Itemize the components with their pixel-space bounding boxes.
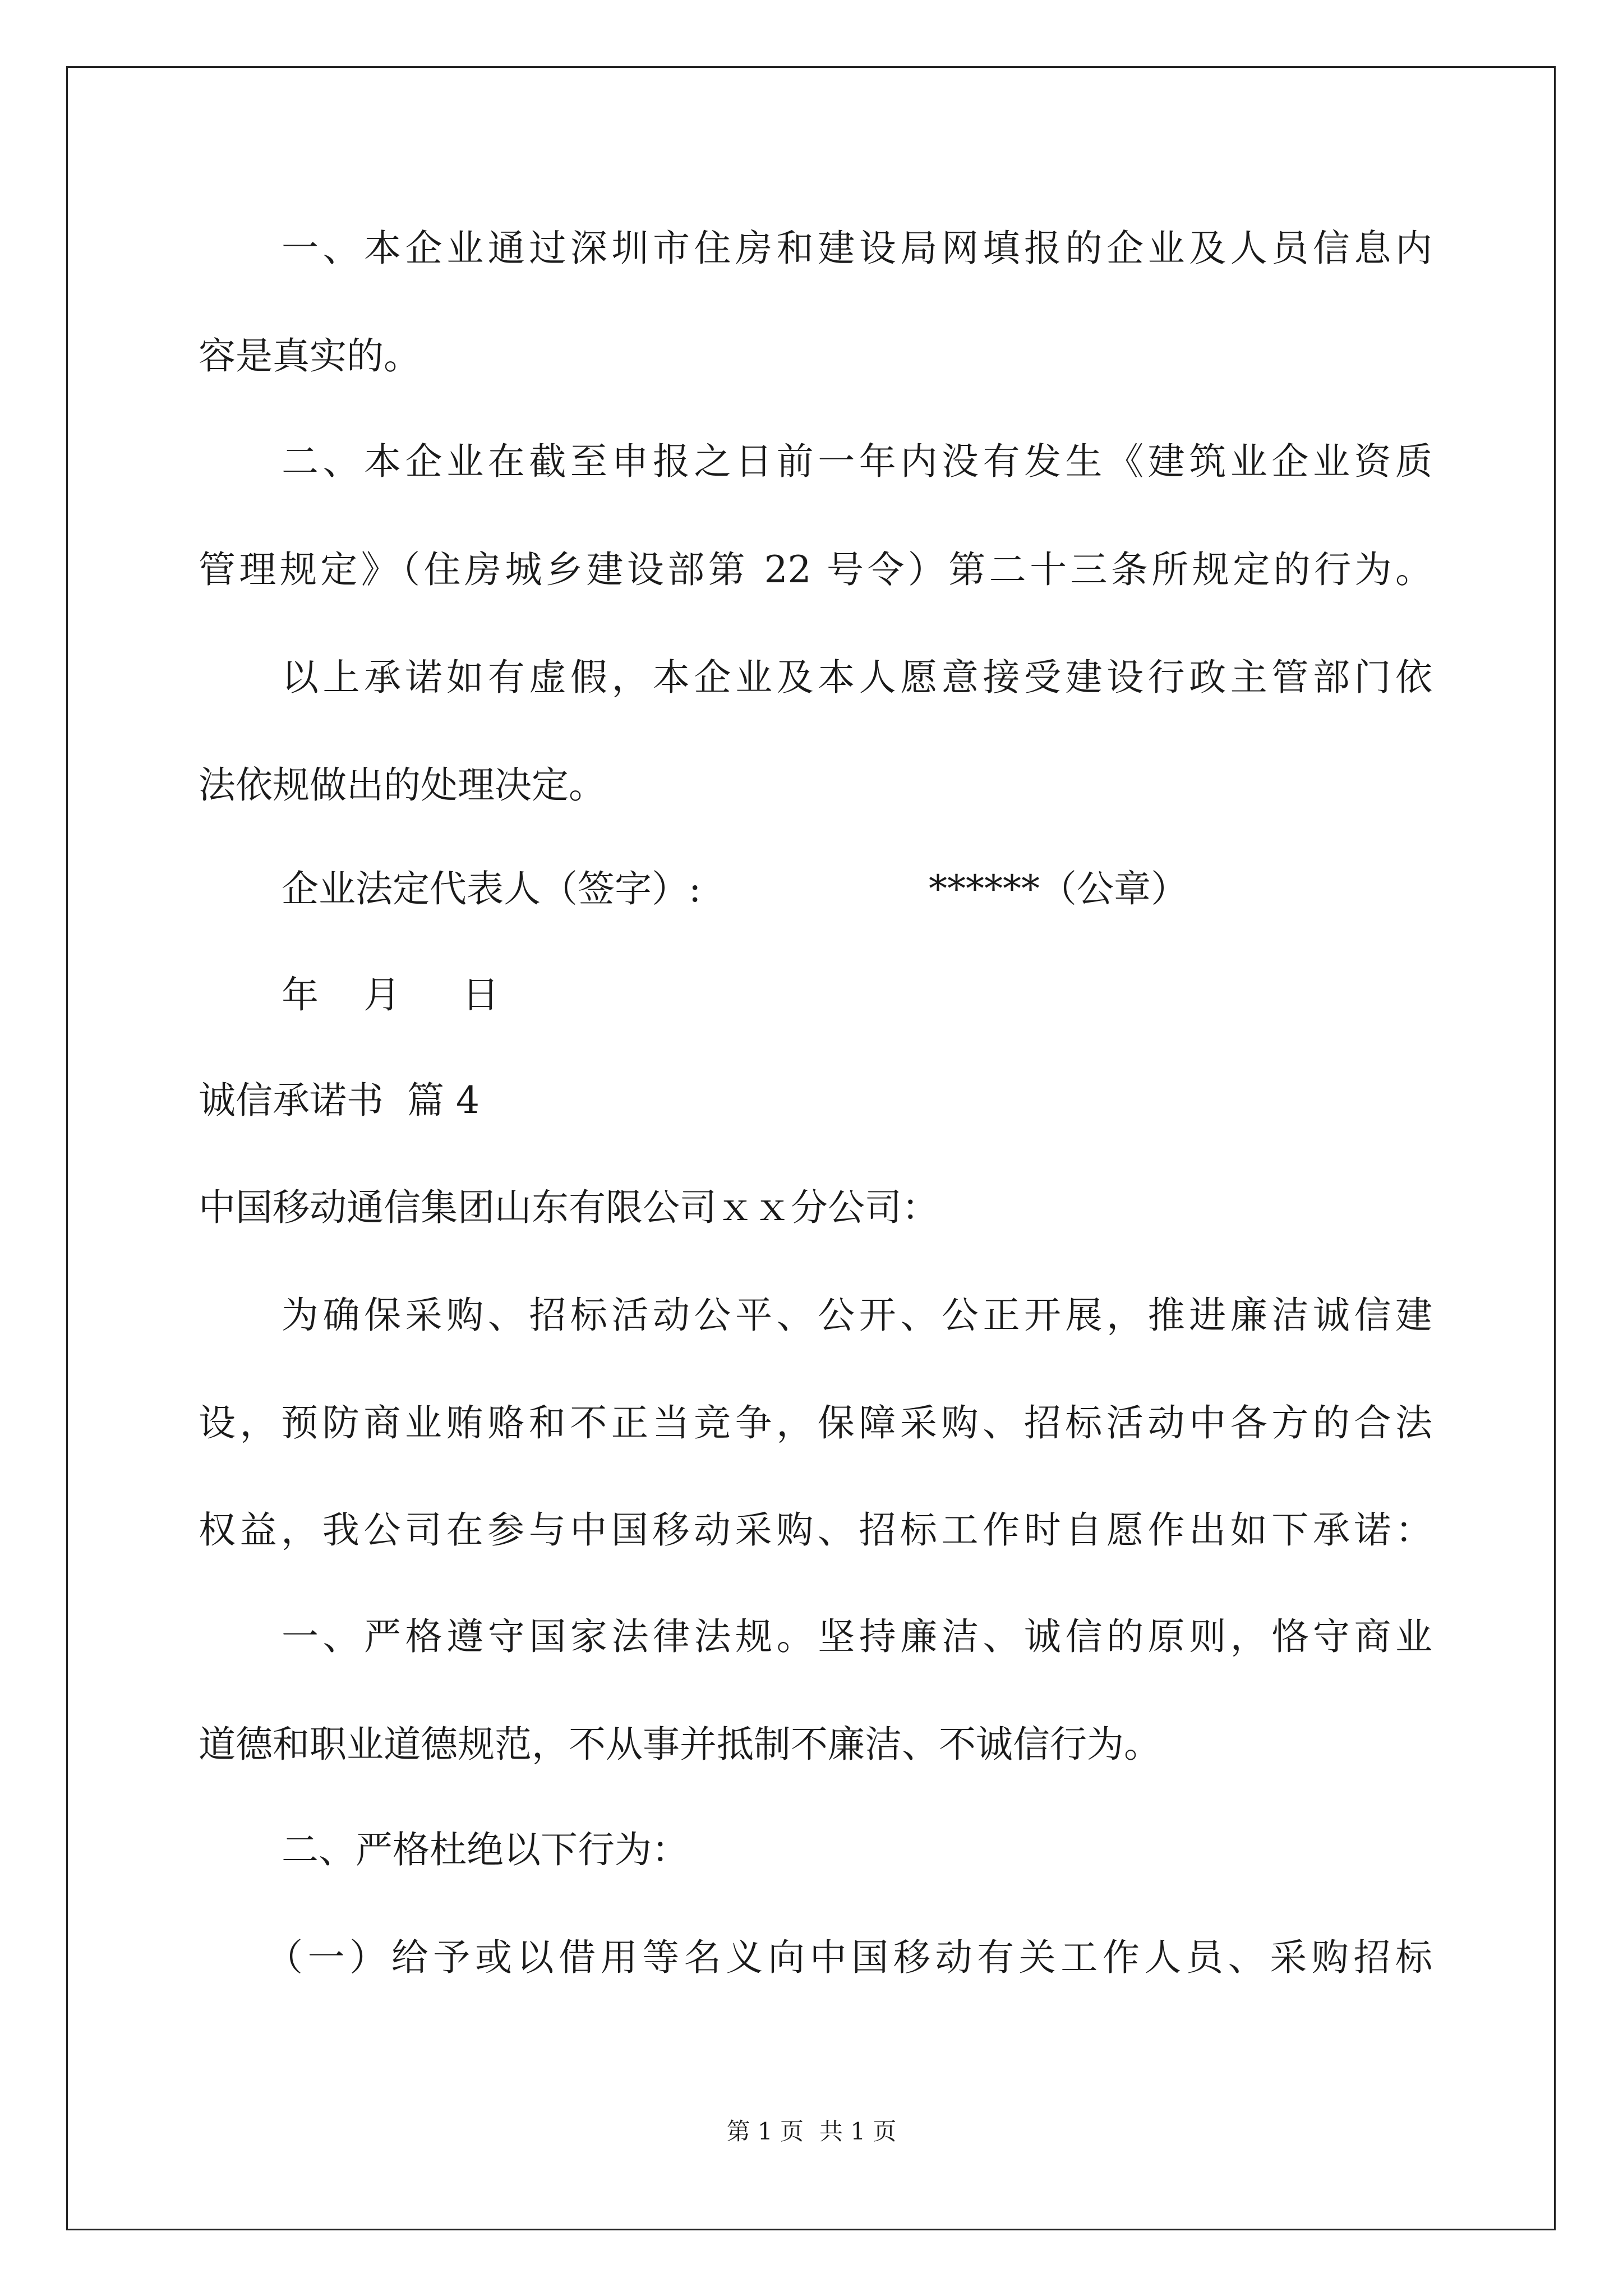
paragraph-line: 二、本企业在截至申报之日前一年内没有发生《建筑业企业资质 xyxy=(282,440,1432,483)
date-day: 日 xyxy=(462,973,499,1016)
paragraph-line: 权益，我公司在参与中国移动采购、招标工作时自愿作出如下承诺： xyxy=(199,1508,1432,1552)
paragraph-line: 设，预防商业贿赂和不正当竞争，保障采购、招标活动中各方的合法 xyxy=(199,1401,1432,1444)
document-body xyxy=(199,0,1432,2296)
paragraph-line: 为确保采购、招标活动公平、公开、公正开展，推进廉洁诚信建 xyxy=(282,1294,1432,1337)
paragraph-line: 以上承诺如有虚假，本企业及本人愿意接受建设行政主管部门依 xyxy=(282,656,1432,699)
page-footer xyxy=(0,2115,1623,2148)
page-total: 共 1 页 xyxy=(819,2118,897,2145)
section-title: 诚信承诺书 篇 4 xyxy=(199,1079,479,1122)
seal-label: ******（公章） xyxy=(929,867,1188,910)
paragraph-line: 管理规定》（住房城乡建设部第 22 号令）第二十三条所规定的行为。 xyxy=(199,548,1432,591)
page-number: 第 1 页 xyxy=(726,2118,804,2145)
paragraph-line: 一、严格遵守国家法律法规。坚持廉洁、诚信的原则，恪守商业 xyxy=(282,1615,1432,1658)
paragraph-line: 道德和职业道德规范，不从事并抵制不廉洁、不诚信行为。 xyxy=(199,1723,1161,1766)
addressee: 中国移动通信集团山东有限公司ｘｘ分公司： xyxy=(199,1186,939,1229)
signature-label: 企业法定代表人（签字）: xyxy=(282,867,702,910)
date-month: 月 xyxy=(363,973,400,1016)
paragraph-line: 一、本企业通过深圳市住房和建设局网填报的企业及人员信息内 xyxy=(282,227,1432,270)
paragraph-line: （一）给予或以借用等名义向中国移动有关工作人员、采购招标 xyxy=(266,1936,1432,1979)
date-line xyxy=(282,968,499,1022)
paragraph-line: 二、严格杜绝以下行为： xyxy=(282,1828,689,1871)
paragraph-line: 容是真实的。 xyxy=(199,334,421,378)
date-year: 年 xyxy=(282,973,319,1016)
paragraph-line: 法依规做出的处理决定。 xyxy=(199,763,606,807)
